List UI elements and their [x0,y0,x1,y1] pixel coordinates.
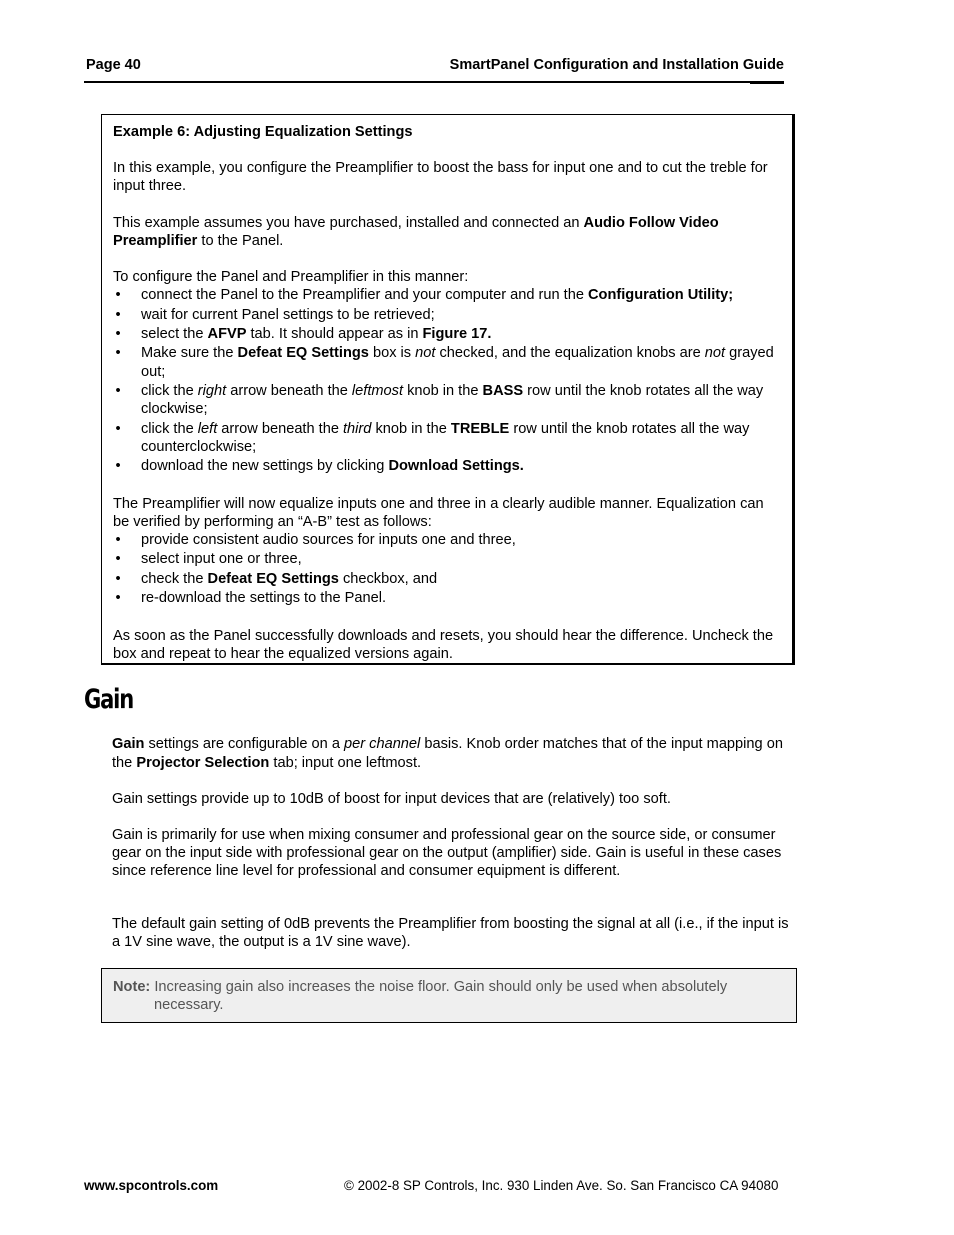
example-assumption: This example assumes you have purchased, installed and connected an Audio Follow Video Preamplifier to the Panel. [113,214,719,249]
example-content [113,123,783,663]
list-item: • click the left arrow beneath the third knob in the TREBLE row until the knob rotates all the way counterclockwise; [115,420,750,455]
example-box [101,114,795,665]
example-ab-list [113,531,783,607]
list-item: • wait for current Panel settings to be retrieved; [115,306,435,323]
list-item: • select input one or three, [115,551,302,568]
note-text: Note: Increasing gain also increases the noise floor. Gain should only be used when absolutely necessary. [113,979,728,1014]
example-steps-intro: To configure the Panel and Preamplifier in this manner: [113,269,469,286]
example-ab-intro: The Preamplifier will now equalize inputs one and three in a clearly audible manner. Equalization can be verified by performing an “A-B” test as follows: [113,495,764,530]
gain-paragraph-4: The default gain setting of 0dB prevents the Preamplifier from boosting the signal at all (i.e., if the input is a 1V sine wave, the output is a 1V sine wave). [112,916,789,951]
list-item: • re-download the settings to the Panel. [115,590,387,607]
list-item: • connect the Panel to the Preamplifier and your computer and run the Configuration Utility; [115,287,734,304]
header-rule-accent [750,81,784,84]
gain-paragraph-3: Gain is primarily for use when mixing consumer and professional gear on the source side, or consumer gear on the input side with professional gear on the output (amplifier) side. Gain is useful in these cases since reference line level for professional and consumer equipment is different. [112,827,782,880]
list-item: • Make sure the Defeat EQ Settings box is not checked, and the equalization knobs are not grayed out; [115,345,774,380]
example-intro: In this example, you configure the Preamplifier to boost the bass for input one and to cut the treble for input three. [113,160,768,195]
gain-paragraph-1: Gain settings are configurable on a per channel basis. Knob order matches that of the input mapping on the Projector Selection tab; input one leftmost. [112,736,783,771]
section-heading-gain: Gain [84,684,134,715]
gain-paragraph-2: Gain settings provide up to 10dB of boost for input devices that are (relatively) too soft. [112,791,671,807]
footer-copyright: © 2002-8 SP Controls, Inc. 930 Linden Ave. So. San Francisco CA 94080 [344,1178,779,1193]
list-item: • check the Defeat EQ Settings checkbox, and [115,570,438,587]
footer-website: www.spcontrols.com [84,1178,219,1193]
list-item: • download the new settings by clicking Download Settings. [115,458,524,475]
example-steps-list [113,286,783,475]
document-title: SmartPanel Configuration and Installation Guide [449,57,784,73]
example-title: Example 6: Adjusting Equalization Settings [113,124,413,140]
example-conclusion: As soon as the Panel successfully downloads and resets, you should hear the difference. Uncheck the box and repeat to hear the equalized versions again. [113,627,774,662]
header-rule [84,81,784,83]
note-label: Note: [113,979,151,995]
page-number: Page 40 [86,57,141,73]
list-item: • provide consistent audio sources for inputs one and three, [115,531,516,548]
list-item: • select the AFVP tab. It should appear as in Figure 17. [115,326,492,342]
list-item: • click the right arrow beneath the leftmost knob in the BASS row until the knob rotates all the way clockwise; [115,382,764,418]
note-box [101,968,797,1023]
